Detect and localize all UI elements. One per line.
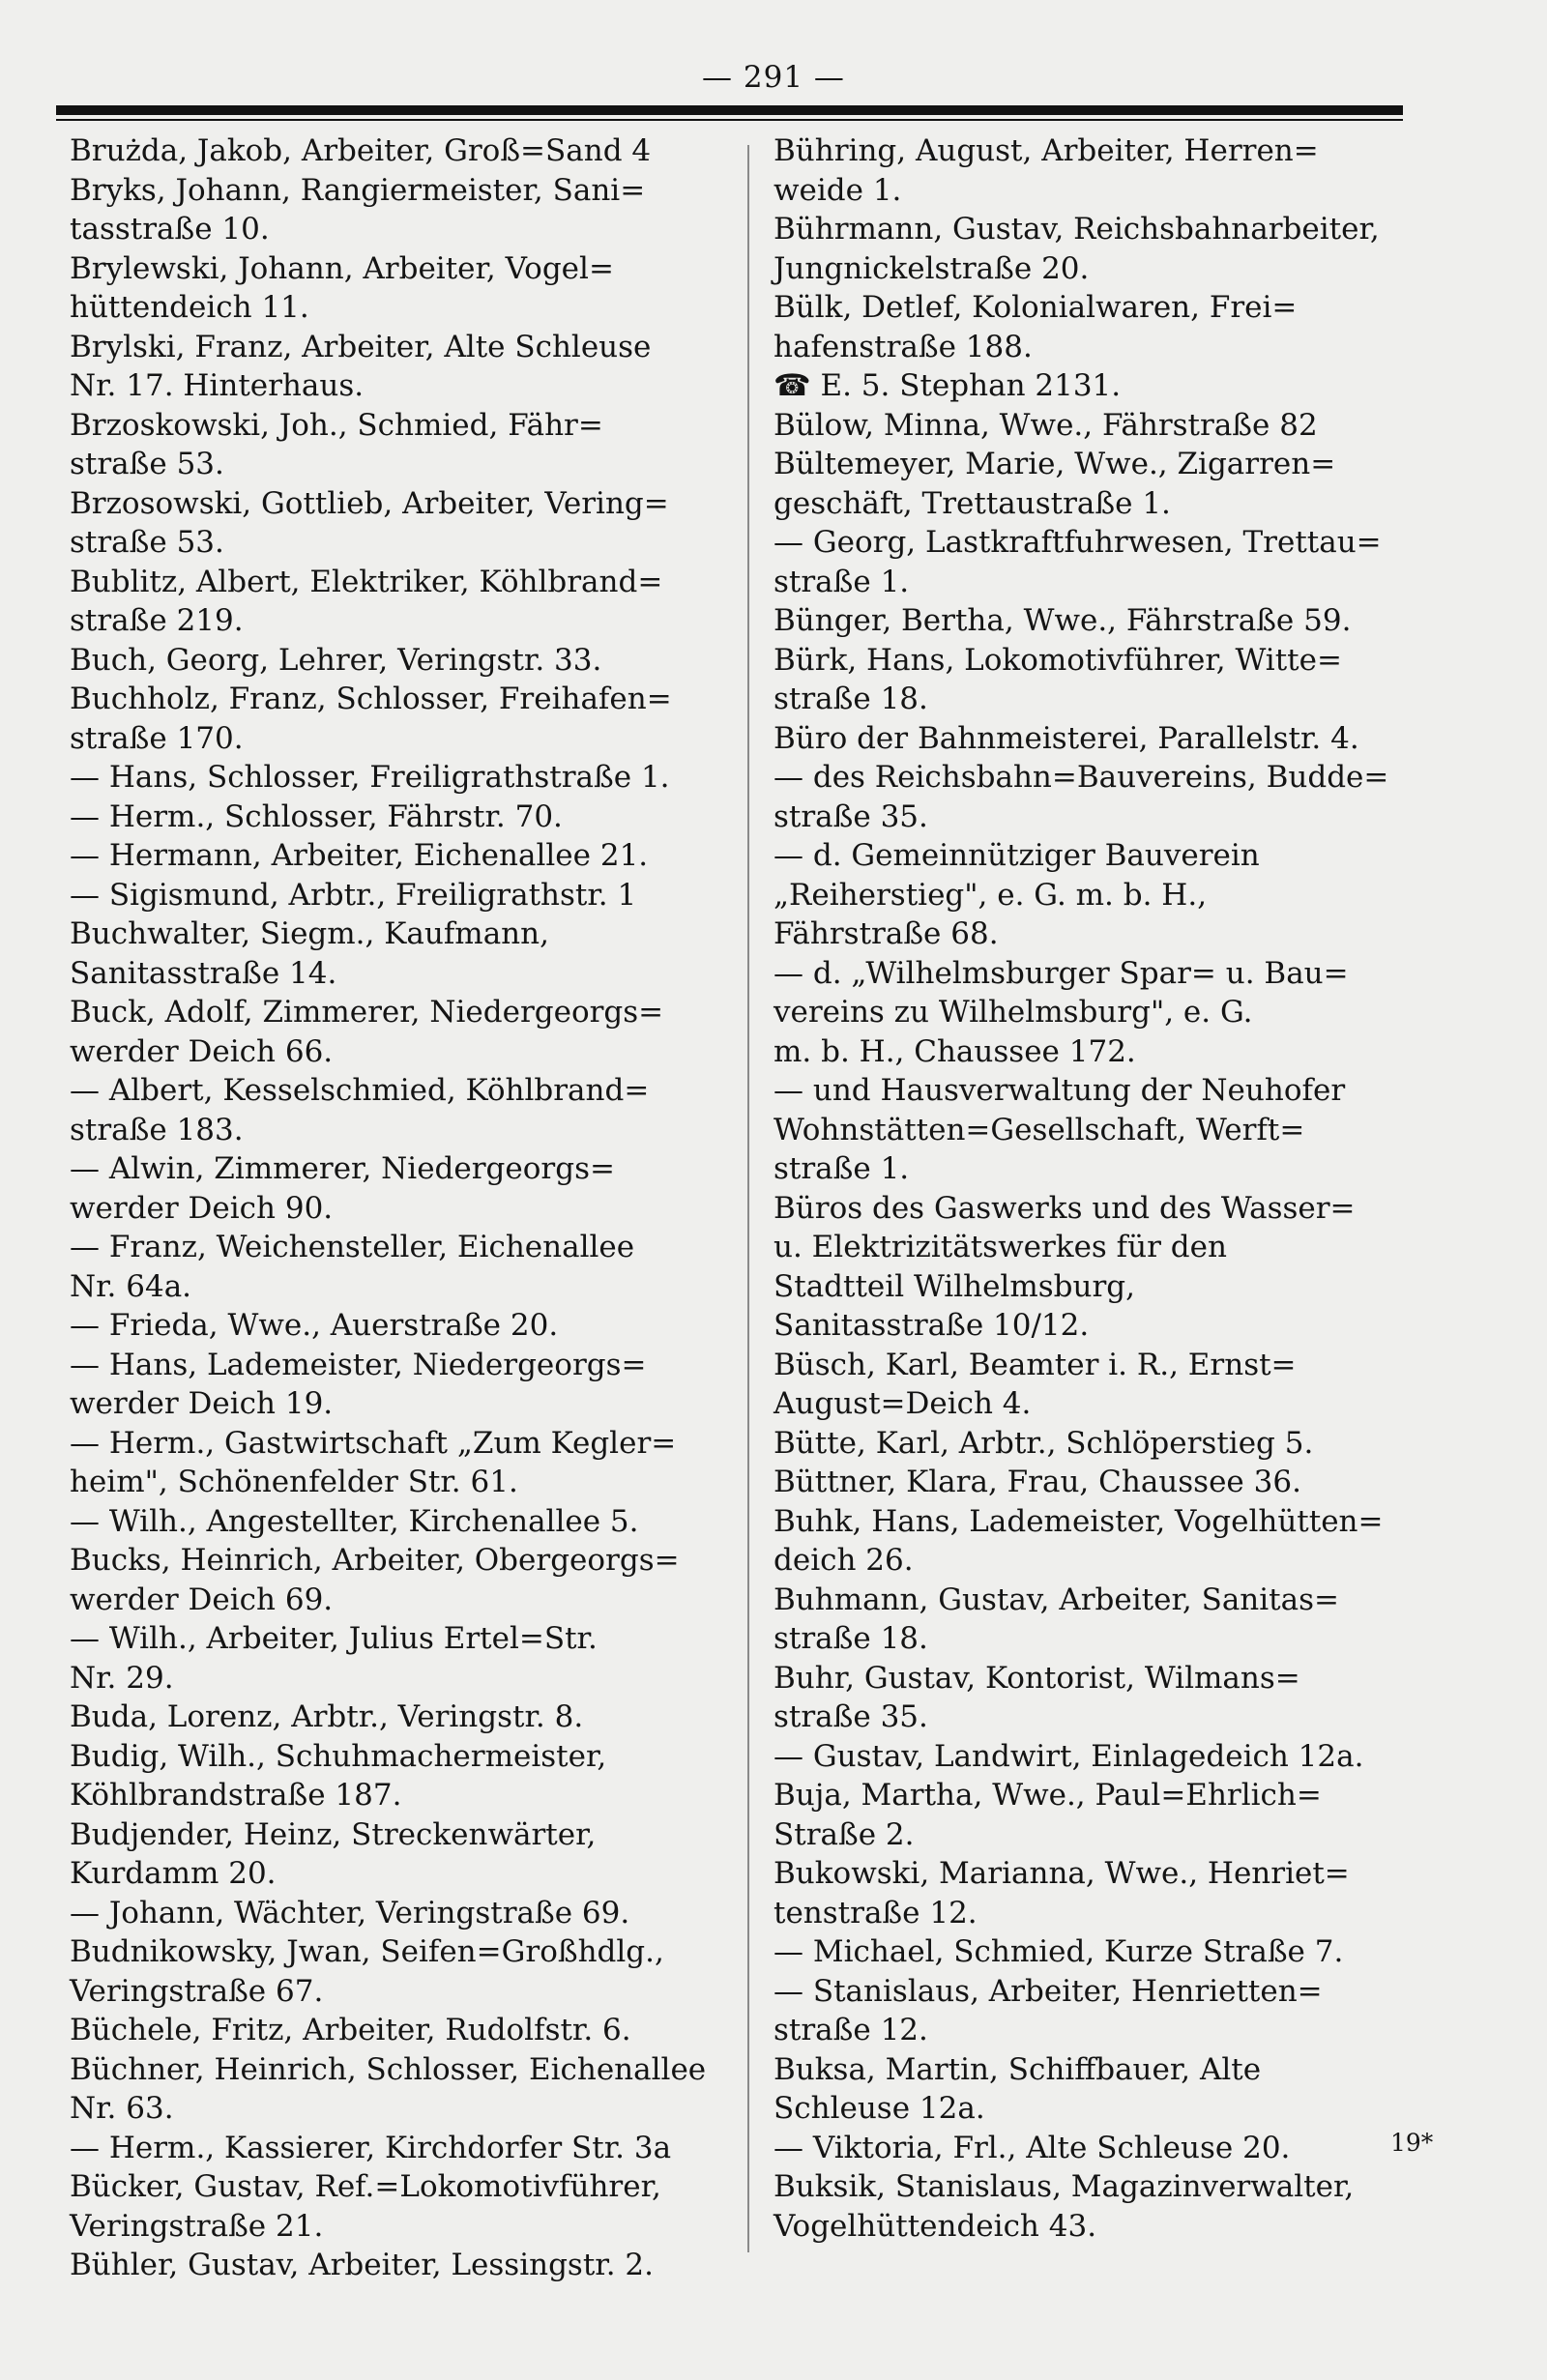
entry-line: Büsch, Karl, Beamter i. R., Ernst=: [774, 1347, 1297, 1382]
entry-line: — Frieda, Wwe., Auerstraße 20.: [70, 1308, 559, 1343]
entry-line: — Viktoria, Frl., Alte Schleuse 20.: [774, 2130, 1291, 2165]
entry-line: tasstraße 10.: [70, 212, 270, 247]
entry-line: Buhmann, Gustav, Arbeiter, Sanitas=: [774, 1582, 1340, 1617]
entry-line: Brylewski, Johann, Arbeiter, Vogel=: [70, 250, 614, 286]
directory-entry: [774, 1932, 1441, 1972]
entry-line: geschäft, Trettaustraße 1.: [774, 485, 1171, 521]
entry-line: Bültemeyer, Marie, Wwe., Zigarren=: [774, 447, 1336, 481]
left-column: [70, 131, 737, 2285]
entry-line: — des Reichsbahn=Bauvereins, Budde=: [774, 760, 1389, 795]
entry-line: Büros des Gaswerks und des Wasser=: [774, 1190, 1356, 1226]
entry-line: straße 183.: [70, 1112, 244, 1147]
directory-entry: [774, 1071, 1441, 1189]
directory-entry: [774, 1346, 1441, 1424]
header-rule-thick: [56, 105, 1403, 115]
entry-line: straße 1.: [774, 1151, 910, 1186]
entry-line: — Franz, Weichensteller, Eichenallee: [70, 1230, 635, 1264]
entry-line: Nr. 63.: [70, 2091, 174, 2126]
directory-entry: [774, 1502, 1441, 1581]
entry-line: vereins zu Wilhelmsburg", e. G.: [774, 995, 1253, 1030]
entry-line: Büttner, Klara, Frau, Chaussee 36.: [774, 1465, 1301, 1499]
entry-line: m. b. H., Chaussee 172.: [774, 1033, 1136, 1069]
directory-entry: [70, 1737, 737, 1815]
entry-line: Bülk, Detlef, Kolonialwaren, Frei=: [774, 290, 1298, 325]
entry-line: — Herm., Schlosser, Fährstr. 70.: [70, 798, 563, 834]
directory-entry: [70, 1815, 737, 1894]
entry-line: Fährstraße 68.: [774, 916, 999, 951]
entry-line: Bühring, August, Arbeiter, Herren=: [774, 133, 1319, 168]
entry-line: Bücker, Gustav, Ref.=Lokomotivführer,: [70, 2169, 661, 2204]
directory-entry: [70, 171, 737, 249]
entry-line: — Stanislaus, Arbeiter, Henrietten=: [774, 1973, 1323, 2009]
entry-line: straße 12.: [774, 2013, 928, 2047]
directory-entry: [70, 131, 737, 171]
directory-entry: [70, 1424, 737, 1502]
entry-line: Buhr, Gustav, Kontorist, Wilmans=: [774, 1660, 1300, 1696]
entry-line: ☎ E. 5. Stephan 2131.: [774, 368, 1122, 403]
entry-line: werder Deich 90.: [70, 1190, 334, 1226]
entry-line: — Albert, Kesselschmied, Köhlbrand=: [70, 1073, 650, 1108]
entry-line: Sanitasstraße 10/12.: [774, 1308, 1090, 1343]
entry-line: straße 18.: [774, 1621, 928, 1656]
entry-line: — Herm., Gastwirtschaft „Zum Kegler=: [70, 1425, 677, 1461]
directory-entry: [70, 876, 737, 915]
entry-line: Bülow, Minna, Wwe., Fährstraße 82: [774, 407, 1318, 443]
entry-line: u. Elektrizitätswerkes für den: [774, 1230, 1227, 1264]
entry-line: — und Hausverwaltung der Neuhofer: [774, 1073, 1346, 1108]
entry-line: Budig, Wilh., Schuhmachermeister,: [70, 1738, 607, 1774]
directory-entry: [774, 836, 1441, 954]
directory-entry: [70, 1346, 737, 1424]
entry-line: — Hans, Lademeister, Niedergeorgs=: [70, 1347, 647, 1382]
directory-entry: [70, 836, 737, 876]
directory-entry: [774, 641, 1441, 719]
directory-entry: [70, 406, 737, 484]
directory-entry: [70, 2011, 737, 2050]
entry-line: — Michael, Schmied, Kurze Straße 7.: [774, 1934, 1344, 1969]
entry-line: Sanitasstraße 14.: [70, 955, 337, 991]
entry-line: straße 170.: [70, 720, 244, 756]
directory-entry: [70, 1541, 737, 1619]
directory-entry: [774, 719, 1441, 759]
entry-line: Buksa, Martin, Schiffbauer, Alte: [774, 2051, 1262, 2087]
directory-entry: [774, 210, 1441, 288]
entry-line: hüttendeich 11.: [70, 290, 309, 325]
entry-line: Büchele, Fritz, Arbeiter, Rudolfstr. 6.: [70, 2013, 631, 2047]
entry-line: werder Deich 66.: [70, 1033, 334, 1069]
entry-line: straße 219.: [70, 603, 244, 638]
directory-entry: [774, 2167, 1441, 2246]
entry-line: straße 1.: [774, 564, 910, 599]
entry-line: Buchwalter, Siegm., Kaufmann,: [70, 916, 549, 951]
entry-line: Wohnstätten=Gesellschaft, Werft=: [774, 1112, 1305, 1147]
directory-entry: [774, 1972, 1441, 2050]
entry-line: Stadtteil Wilhelmsburg,: [774, 1268, 1135, 1304]
entry-line: Bucks, Heinrich, Arbeiter, Obergeorgs=: [70, 1543, 680, 1578]
entry-line: — Wilh., Arbeiter, Julius Ertel=Str.: [70, 1621, 598, 1656]
entry-line: werder Deich 69.: [70, 1582, 334, 1617]
directory-entry: [70, 993, 737, 1071]
directory-entry: [774, 954, 1441, 1072]
entry-line: Bührmann, Gustav, Reichsbahnarbeiter,: [774, 212, 1380, 247]
directory-entry: [70, 2050, 737, 2129]
entry-line: Bukowski, Marianna, Wwe., Henriet=: [774, 1856, 1350, 1891]
entry-line: Buchholz, Franz, Schlosser, Freihafen=: [70, 682, 672, 716]
entry-line: werder Deich 19.: [70, 1386, 334, 1421]
directory-entry: [774, 1776, 1441, 1854]
header-rule-thin: [56, 119, 1403, 121]
entry-line: „Reiherstieg", e. G. m. b. H.,: [774, 877, 1208, 913]
entry-line: Buja, Martha, Wwe., Paul=Ehrlich=: [774, 1778, 1322, 1813]
entry-line: Kurdamm 20.: [70, 1856, 277, 1891]
entry-line: Nr. 64a.: [70, 1268, 192, 1304]
directory-entry: [774, 1737, 1441, 1777]
directory-entry: [774, 131, 1441, 210]
directory-entry: [70, 1228, 737, 1306]
entry-line: — Gustav, Landwirt, Einlagedeich 12a.: [774, 1738, 1364, 1774]
directory-entry: [774, 1854, 1441, 1932]
entry-line: — d. Gemeinnütziger Bauverein: [774, 838, 1260, 873]
directory-entry: [70, 1502, 737, 1542]
directory-entry: [70, 2129, 737, 2168]
entry-line: — Hermann, Arbeiter, Eichenallee 21.: [70, 838, 649, 873]
page-number: — 291 —: [702, 60, 845, 95]
entry-line: Bünger, Bertha, Wwe., Fährstraße 59.: [774, 603, 1352, 638]
right-column: [774, 131, 1441, 2246]
entry-line: Brużda, Jakob, Arbeiter, Groß=Sand 4: [70, 133, 652, 168]
directory-entry: [70, 1071, 737, 1149]
entry-line: — Wilh., Angestellter, Kirchenallee 5.: [70, 1503, 639, 1539]
entry-line: straße 53.: [70, 525, 224, 560]
entry-line: Bühler, Gustav, Arbeiter, Lessingstr. 2.: [70, 2248, 654, 2282]
entry-line: Brzoskowski, Joh., Schmied, Fähr=: [70, 407, 603, 443]
directory-entry: [70, 328, 737, 406]
entry-line: Veringstraße 21.: [70, 2208, 324, 2244]
directory-entry: [774, 445, 1441, 523]
directory-entry: [774, 1463, 1441, 1502]
directory-entry: [70, 1149, 737, 1228]
entry-line: Schleuse 12a.: [774, 2091, 985, 2126]
entry-line: Bürk, Hans, Lokomotivführer, Witte=: [774, 642, 1342, 678]
directory-entry: [70, 1932, 737, 2011]
entry-line: — Georg, Lastkraftfuhrwesen, Trettau=: [774, 525, 1382, 560]
entry-line: — d. „Wilhelmsburger Spar= u. Bau=: [774, 955, 1349, 991]
directory-entry: [70, 1619, 737, 1698]
directory-entry: [774, 523, 1441, 601]
column-divider: [747, 145, 749, 2252]
entry-line: — Herm., Kassierer, Kirchdorfer Str. 3a: [70, 2130, 672, 2165]
entry-line: tenstraße 12.: [774, 1895, 978, 1930]
entry-line: Veringstraße 67.: [70, 1973, 324, 2009]
entry-line: Brylski, Franz, Arbeiter, Alte Schleuse: [70, 329, 652, 364]
entry-line: Vogelhüttendeich 43.: [774, 2208, 1097, 2244]
directory-entry: [774, 1659, 1441, 1737]
entry-line: weide 1.: [774, 172, 902, 208]
entry-line: Straße 2.: [774, 1816, 915, 1852]
entry-line: Buhk, Hans, Lademeister, Vogelhütten=: [774, 1503, 1384, 1539]
directory-entry: [774, 288, 1441, 406]
entry-line: straße 35.: [774, 798, 928, 834]
directory-entry: [70, 1306, 737, 1346]
entry-line: straße 53.: [70, 447, 224, 481]
entry-line: August=Deich 4.: [774, 1386, 1032, 1421]
entry-line: Buksik, Stanislaus, Magazinverwalter,: [774, 2169, 1355, 2204]
entry-line: Nr. 29.: [70, 1660, 174, 1696]
directory-entry: [70, 798, 737, 837]
entry-line: straße 18.: [774, 682, 928, 716]
entry-line: straße 35.: [774, 1699, 928, 1734]
directory-entry: [774, 601, 1441, 641]
entry-line: Büchner, Heinrich, Schlosser, Eichenallee: [70, 2051, 707, 2087]
entry-line: Buda, Lorenz, Arbtr., Veringstr. 8.: [70, 1699, 584, 1734]
entry-line: Bryks, Johann, Rangiermeister, Sani=: [70, 172, 646, 208]
directory-entry: [70, 914, 737, 993]
entry-line: deich 26.: [774, 1543, 914, 1578]
entry-line: — Hans, Schlosser, Freiligrathstraße 1.: [70, 760, 670, 795]
entry-line: Buch, Georg, Lehrer, Veringstr. 33.: [70, 642, 602, 678]
directory-entry: [774, 2129, 1441, 2168]
entry-line: Bublitz, Albert, Elektriker, Köhlbrand=: [70, 564, 663, 599]
directory-entry: [774, 1424, 1441, 1464]
directory-entry: [70, 758, 737, 798]
directory-entry: [70, 1698, 737, 1737]
entry-line: Buck, Adolf, Zimmerer, Niedergeorgs=: [70, 995, 664, 1030]
entry-line: Büro der Bahnmeisterei, Parallelstr. 4.: [774, 720, 1359, 756]
entry-line: Köhlbrandstraße 187.: [70, 1778, 402, 1813]
directory-entry: [70, 2167, 737, 2246]
entry-line: — Alwin, Zimmerer, Niedergeorgs=: [70, 1151, 615, 1186]
entry-line: heim", Schönenfelder Str. 61.: [70, 1465, 518, 1499]
directory-entry: [774, 1189, 1441, 1346]
entry-line: Nr. 17. Hinterhaus.: [70, 368, 365, 403]
entry-line: — Sigismund, Arbtr., Freiligrathstr. 1: [70, 877, 637, 913]
signature-mark: 19*: [1390, 2129, 1434, 2157]
directory-entry: [774, 406, 1441, 446]
directory-entry: [774, 758, 1441, 836]
entry-line: Brzosowski, Gottlieb, Arbeiter, Vering=: [70, 485, 669, 521]
entry-line: Budnikowsky, Jwan, Seifen=Großhdlg.,: [70, 1934, 664, 1969]
entry-line: Bütte, Karl, Arbtr., Schlöperstieg 5.: [774, 1425, 1314, 1461]
directory-entry: [70, 484, 737, 563]
directory-entry: [70, 2246, 737, 2285]
directory-entry: [70, 1894, 737, 1933]
directory-entry: [70, 641, 737, 681]
directory-entry: [70, 680, 737, 758]
directory-entry: [70, 249, 737, 328]
entry-line: Jungnickelstraße 20.: [774, 250, 1090, 286]
entry-line: — Johann, Wächter, Veringstraße 69.: [70, 1895, 630, 1930]
directory-entry: [774, 1581, 1441, 1659]
directory-entry: [774, 2050, 1441, 2129]
entry-line: hafenstraße 188.: [774, 329, 1033, 364]
directory-entry: [70, 563, 737, 641]
entry-line: Budjender, Heinz, Streckenwärter,: [70, 1816, 597, 1852]
